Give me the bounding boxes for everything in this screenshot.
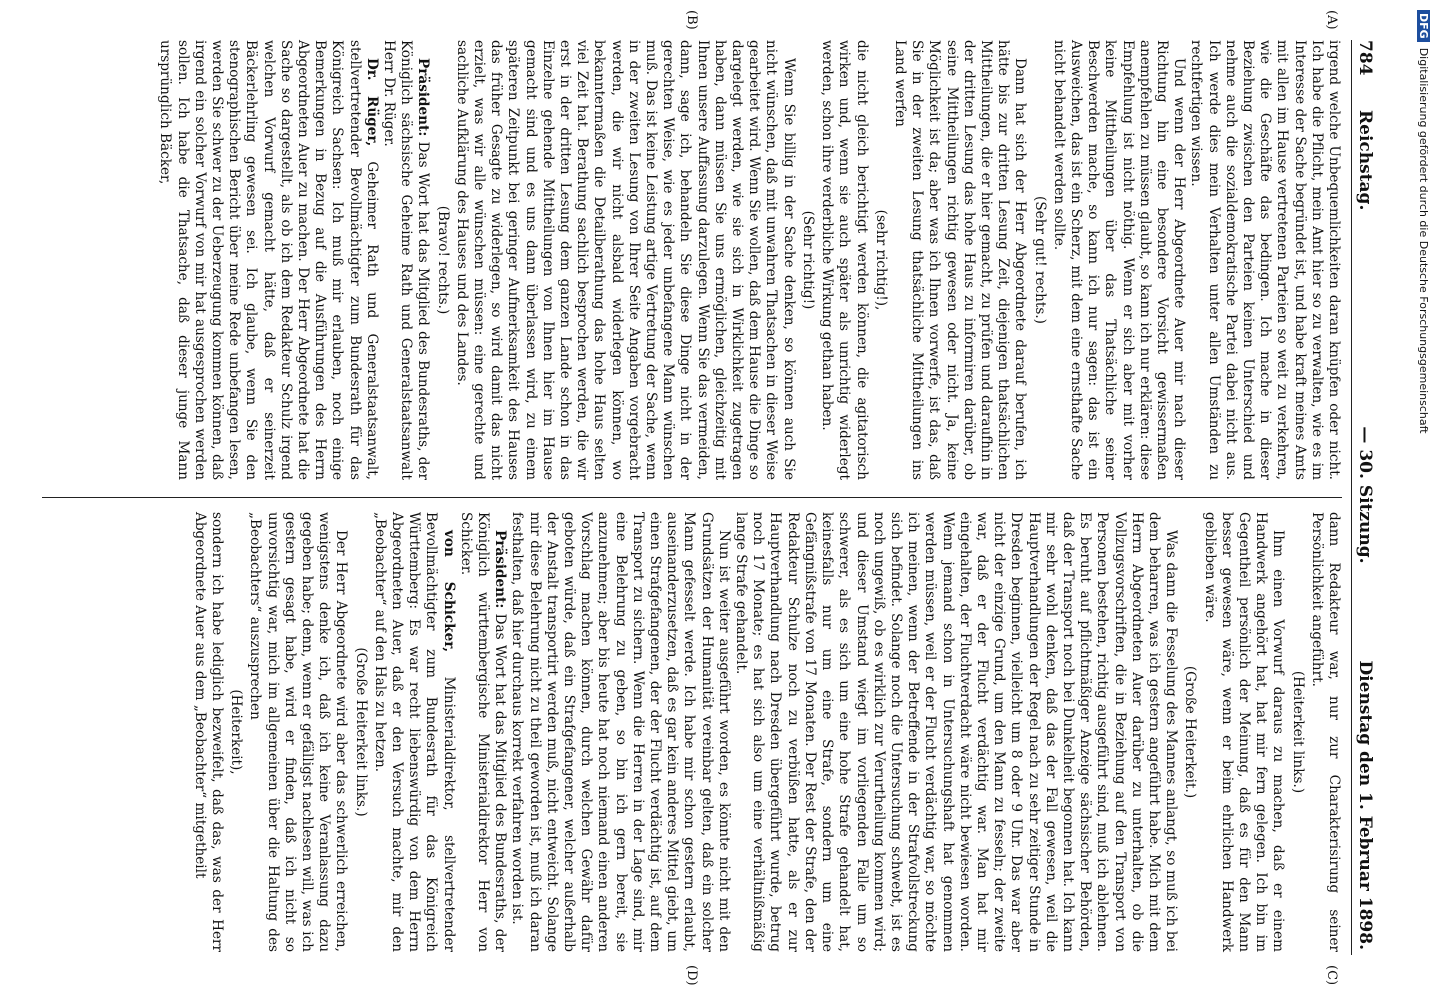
paragraph [1187,40,1342,480]
speaker-name: Dr. Rüger, [363,58,380,147]
paragraph-text: (Große Heiterkeit links.) [352,647,369,817]
paragraph [1050,40,1188,480]
paragraph [453,40,797,480]
header-left-title: Reichstag. [1355,110,1375,211]
paragraph-text: Das Wort hat das Mitglied des Bundesraths, der Königlich sächsische Geheime Rath und Generalstaatsanwalt Herr Dr. Rüger. [381,40,432,480]
paragraph-text: (Große Heiterkeit.) [1182,665,1199,799]
speaker-name: Präsident: [492,530,509,609]
paragraph-text: Und wenn der Herr Abgeordnete Auer mir nach dieser Richtung hin eine besondere Vorsicht gewissermaßen anempfehlen zu müssen glaubt, so kann ich nur erklären: diese Empfehlung ist nicht nöthig. Wenn er sich aber mit vorher keine Mittheilungen über das Thatsächliche seiner Beschwerden mache, so kann ich nur sagen: das ist ein Ausweichen, das ist ein Scherz, mit dem eine ernsthafte Sache nicht behandelt werden sollte. [1050,40,1188,480]
paragraph-text: (Heiterkeit), [228,689,245,775]
interjection [433,40,450,480]
paragraph [1308,512,1342,952]
paragraph [732,512,1179,952]
header-date: Dienstag den 1. Februar 1898. [1355,660,1375,950]
paragraph-text: (Heiterkeit links.) [1289,670,1306,794]
paragraph-text: die nicht gleich berichtigt werden können, die agitatorisch wirken und, wenn sie auch später als unrichtig widerlegt werden, schon ihre verderbliche Wirkung gethan haben. [819,40,870,480]
header-session: — 30. Sitzung. [1355,426,1375,564]
margin-marker-a: (A) [1324,10,1339,30]
interjection [351,512,368,952]
speaker-name: von Schicker, [440,530,457,653]
paragraph [508,512,732,952]
interjection [799,40,816,480]
column-divider [42,497,1342,498]
paragraph-text: sondern ich habe lediglich bezweifelt, daß das, was der Herr Abgeordnete Auer aus dem „Beobachter“ mitgetheilt [191,512,225,952]
paragraph-text: (Bravo! rechts.) [434,205,451,315]
paragraph-text: (sehr richtig!), [872,209,889,311]
right-text-column [42,512,1342,952]
paragraph-text: Ministerialdirektor, stellvertretender Bevollmächtigter zum Bundesrath für das Königreich Württemberg: Es war recht liebenswürdig von dem Herrn Abgeordneten Auer, daß er den Versuch machte, mir den „Beobachter“ auf den Hals zu hetzen. [371,512,457,952]
paragraph [457,512,509,952]
interjection [1030,40,1047,480]
dfg-logo: DFG [1417,10,1430,42]
paragraph-text: (Sehr richtig!) [799,210,816,310]
margin-marker-b: (B) [684,10,699,30]
interjection [872,40,889,480]
paragraph-text: Was dann die Fesselung des Mannes anlangt, so muß ich bei dem beharren, was ich gestern angeführt habe. Mich mit dem Herrn Abgeordneten Auer darüber zu unterhalten, ob die Vollzugsvorschriften, die in Beziehung auf den Transport von Personen bestehen, richtig ausgeführt sind, muß ich ablehnen. Es beruht auf pflichtmäßiger Anzeige sächsischer Behörden, daß der Transport noch bei Dunkelheit begonnen hat. Ich kann mir sehr wohl denken, daß das der Fall gewesen, weil die Hauptverhandlungen der Regel nach zu sehr zeitiger Stunde in Dresden beginnen, vielleicht um 8 oder 9 Uhr. Das war aber nicht der einzige Grund, um den Mann zu fesseln; der zweite war, daß er der Flucht verdächtig war. Man hat mir eingehalten, der Fluchtverdacht wäre nicht bewiesen worden. Wenn jemand schon in Untersuchungshaft hat genommen werden müssen, weil er der Flucht verdächtig war, so möchte ich meinen, wenn der Betreffende in der Strafvollstreckung sich befindet. Solange noch die Untersuchung schwebt, ist es noch ungewiß, ob es wirklich zur Verurtheilung kommen wird; und dieser Umstand wiegt im vorliegenden Falle um so schwerer, als es sich um eine hohe Strafe gehandelt hat, keinesfalls nur um eine Strafe, sondern um eine Gefängnißstrafe von 17 Monaten. Der Rest der Strafe, den der Redakteur Schulze noch zu verbüßen hatte, als er zur Hauptverhandlung nach Dresden übergeführt wurde, betrug noch 17 Monate; es hat sich also um eine verhältnißmäßig lange Strafe gehandelt. [733,512,1180,952]
paragraph [380,40,432,480]
paragraph [1200,512,1286,952]
left-text-column [42,40,1342,480]
paragraph-text: Das Wort hat das Mitglied des Bundesraths, der Königlich württembergische Ministerialdirektor Herr von Schicker. [457,512,509,952]
page-number: 784 [1355,40,1375,76]
margin-marker-c: (C) [1324,965,1339,986]
interjection [1288,512,1305,952]
paragraph [818,40,870,480]
speaker-name: Präsident: [415,58,432,137]
page-header [1349,40,1379,950]
paragraph-text: Ihm einen Vorwurf daraus zu machen, daß er einem Handwerk angehört hat, hat mir fern gelegen. Ich bin im Gegentheil persönlich der Meinung, daß es für den Mann besser gewesen wäre, wenn er beim ehrlichen Handwerk geblieben wäre. [1201,512,1287,952]
paragraph-text: Geheimer Rath und Generalstaatsanwalt, stellvertretender Bevollmächtigter zum Bundesrath für das Königreich Sachsen: Ich muß mir erlauben, noch einige Bemerkungen in Bezug auf die Ausführungen des Herrn Abgeordneten Auer zu machen. Der Herr Abgeordnete hat die Sache so dargestellt, als ob ich dem Redakteur Schulz irgend welchen Vorwurf gemacht hätte, daß er seinerzeit Bäckerlehrling gewesen sei. Ich glaube, wenn Sie den stenographischen Bericht über meine Rede unbefangen lesen, werden Sie schwer zu der Ueberzeugung kommen können, daß irgend ein solcher Vorwurf von mir hat ausgesprochen werden sollen. Ich habe die Thatsache, daß dieser junge Mann ursprünglich Bäcker, [157,40,380,480]
paragraph-text: Der Herr Abgeordnete wird aber das schwerlich erreichen, wenigstens denke ich, daß ich keine Veranlassung dazu gegeben habe; denn, wenn er gefälligst nachlesen will, was ich gestern gesagt habe, wird er finden, daß ich nicht so unvorsichtig war, mich im allgemeinen über die Haltung des „Beobachters“ auszusprechen [247,512,350,952]
header-rule [1351,40,1352,955]
paragraph-text: Dann hat sich der Herr Abgeordnete darauf berufen, ich hätte bis zur dritten Lesung Zeit, diejenigen thatsächlichen Mittheilungen, die er hier gemacht, zu prüfen und daraufhin in der dritten Lesung das hohe Haus zu informiren darüber, ob seine Mittheilungen richtig gewesen oder nicht. Ja, keine Möglichkeit ist da; aber was ich Ihnen vorwerfe, ist das, daß Sie in der zweiten Lesung thatsächliche Mittheilungen ins Land werfen [891,40,1029,480]
paragraph-text: Wenn Sie billig in der Sache denken, so können auch Sie nicht wünschen, daß mit unwahren Thatsachen in dieser Weise gearbeitet wird. Wenn Sie wollen, daß dem Hause die Dinge so dargelegt werden, wie sie sich in Wirklichkeit zugetragen haben, dann müssen Sie uns ermöglichen, gleichzeitig mit Ihnen unsere Auffassung darzulegen. Wenn Sie das vermeiden, dann, sage ich, behandeln Sie diese Dinge nicht in der gerechten Weise, wie es jeder unbefangene Mann wünschen muß. Das ist keine Leistung artige Vertretung der Sache, wenn in der zweiten Lesung von Ihrer Seite Angaben vorgebracht werden, die wir nicht alsbald widerlegen können, wo bekanntermaßen die Detailberathung das hohe Haus selten viel Zeit hat. Berathung sachlich besprochen werden, die wir erst in der dritten Lesung dem ganzen Lande schon in das Einzelne gehende Mittheilungen von Ihnen hier im Hause gemacht sind und es uns dann überlassen wird, zu einem späteren Zeitpunkt bei geringer Aufmerksamkeit des Hauses das früher Gesagte zu widerlegen, so wird damit das nicht erzielt, was wir alle wünschen müssen: eine gerechte und sachliche Aufklärung des Hauses und des Landes. [453,40,797,480]
paragraph-text: dann Redakteur war, nur zur Charakterisirung seiner Persönlichkeit angeführt. [1308,512,1342,952]
margin-marker-d: (D) [684,965,699,986]
paragraph-text: Nun ist weiter ausgeführt worden, es könnte nicht mit den Grundsätzen der Humanität vereinbar gelten, daß ein solcher Mann gefesselt werde. Ich habe mir schon gestern erlaubt, auseinanderzusetzen, daß es gar kein anderes Mittel giebt, um einen Strafgefangenen, der der Flucht verdächtig ist, auf dem Transport zu sichern. Wenn die Herren in der Lage sind, mir eine Belehrung zu geben, so bin ich gern bereit, sie anzunehmen; aber bis heute hat noch niemand einen anderen Vorschlag machen können, durch welchen Gewähr dafür geboten würde, daß ein Strafgefangener, welcher außerhalb der Anstalt transportirt werden muß, nicht entweicht. Solange mir diese Belehrung nicht zu theil geworden ist, muß ich daran festhalten, daß hier durchaus korrekt verfahren worden ist. [509,512,732,952]
paragraph-text: irgend welche Unbequemlichkeiten daran knüpfen oder nicht. Ich habe die Pflicht, mein Amt hier so zu verwalten, wie es im Interesse der Sache begründet ist, und habe kraft meines Amts mit allen im Hause vertretenen Parteien so weit zu verkehren, wie die Geschäfte das bedingen. Ich mache in dieser Beziehung zwischen den Parteien keinen Unterschied und nehme auch die sozialdemokratische Partei dabei nicht aus. Ich werde dies mein Verhalten unter allen Umständen zu rechtfertigen wissen. [1188,40,1342,480]
interjection [227,512,244,952]
paragraph [156,40,380,480]
digitization-credit [1416,10,1430,990]
paragraph [246,512,349,952]
interjection [1181,512,1198,952]
paragraph-text: (Sehr gut! rechts.) [1031,196,1048,324]
paragraph [371,512,457,952]
paragraph [891,40,1029,480]
paragraph [191,512,225,952]
credit-text: Digitalisierung gefördert durch die Deutsche Forschungsgemeinschaft [1417,47,1430,434]
